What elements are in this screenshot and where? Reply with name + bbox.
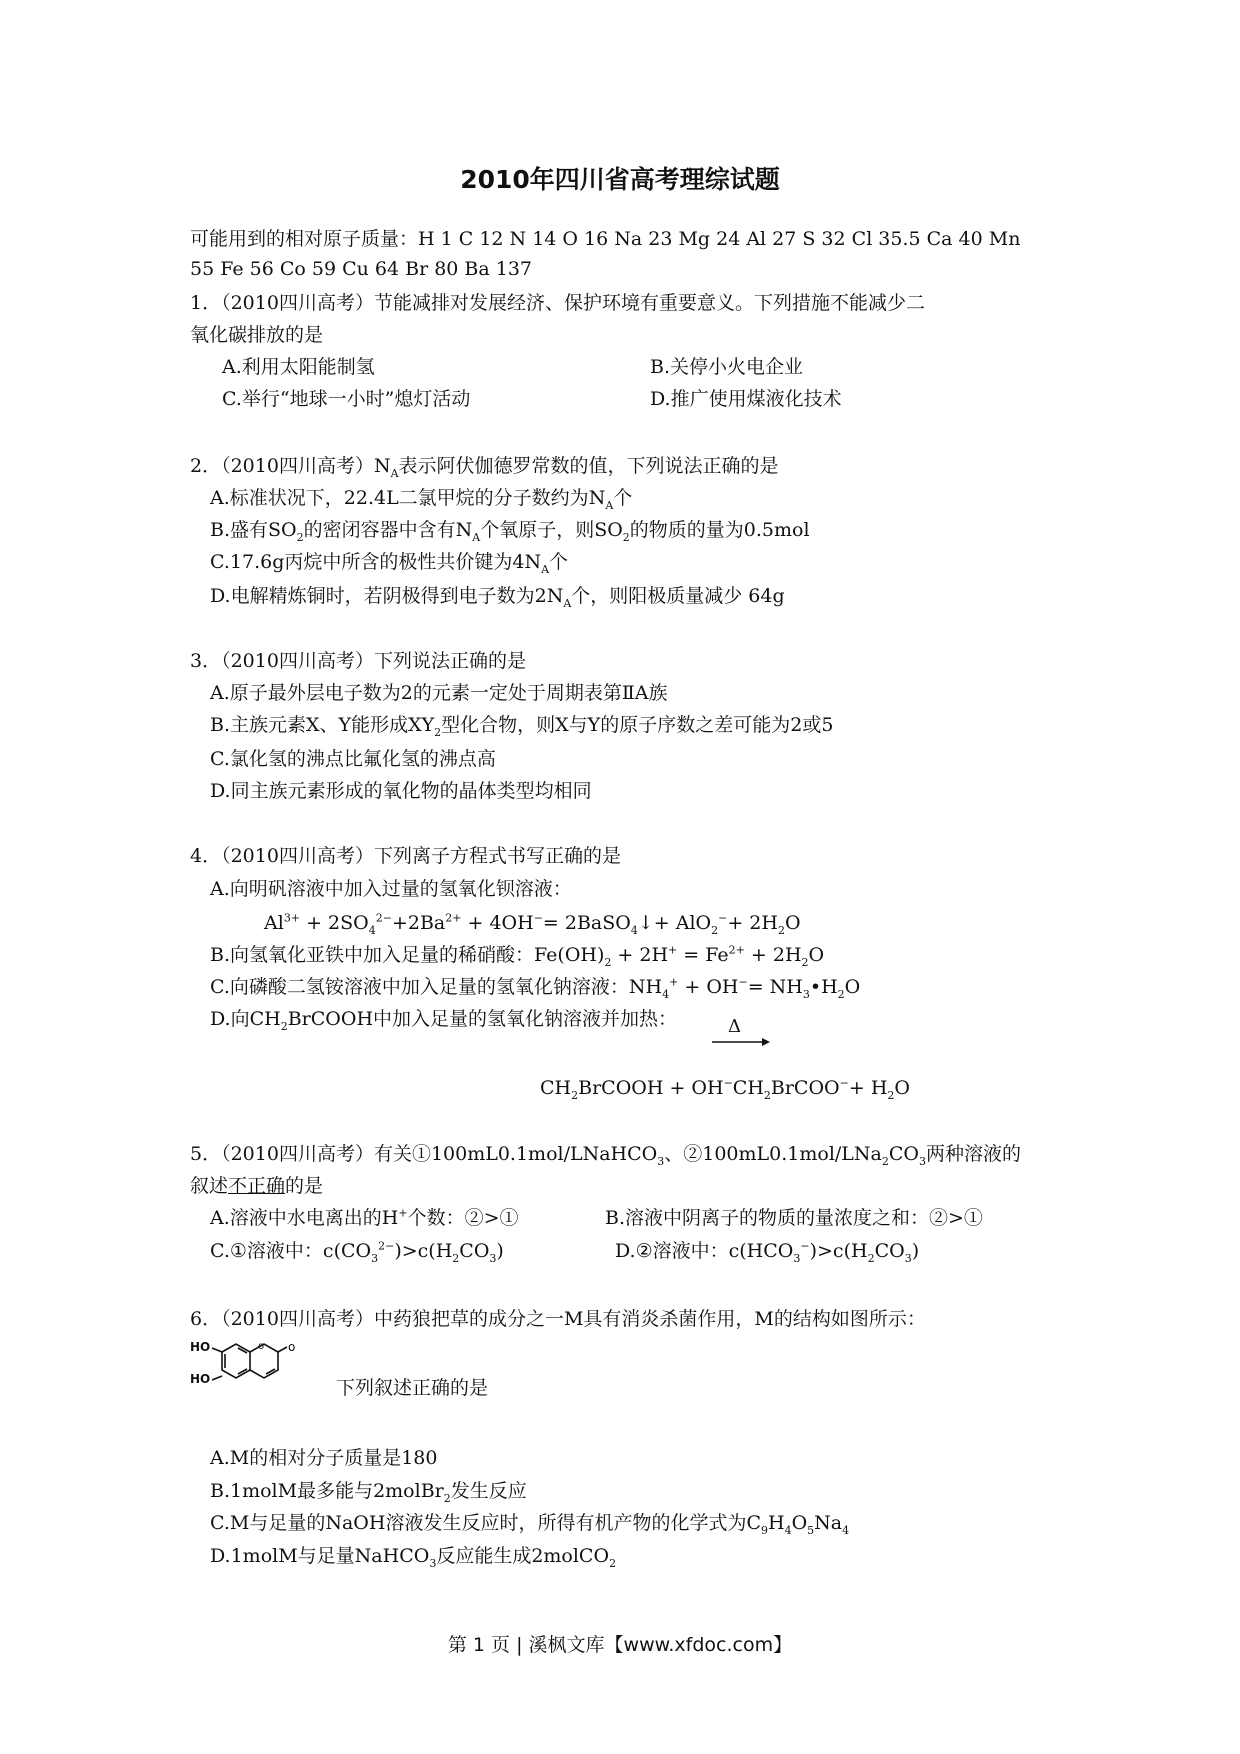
q5-option-a: A.溶液中水电离出的H+个数：②>① (210, 1206, 519, 1229)
q6-option-d: D.1molM与足量NaHCO$_3$反应能生成2molCO$_2$ (210, 1545, 617, 1570)
q1-option-a: A.利用太阳能制氢 (222, 356, 375, 378)
q5-s1-p4: 两种溶液的 (926, 1143, 1022, 1165)
q5-d-p4: ) (911, 1240, 920, 1262)
q2-c-p2: 个 (549, 551, 569, 573)
q6-b-p2: 发生反应 (450, 1480, 527, 1502)
q6-option-b: B.1molM最多能与2molBr$_2$发生反应 (210, 1480, 527, 1505)
q4-d-p1: D.向CH (210, 1008, 281, 1030)
q4-b-prefix: B.向氢氧化亚铁中加入足量的稀硝酸： (210, 944, 535, 966)
q6-struct-tail: 下列叙述正确的是 (336, 1377, 489, 1399)
delta-symbol: Δ (728, 1016, 741, 1037)
q4-option-a: A.向明矾溶液中加入过量的氢氧化钡溶液： (210, 878, 572, 900)
q6-option-a: A.M的相对分子质量是180 (210, 1447, 438, 1469)
q5-a-p1: A.溶液中水电离出的H (210, 1207, 399, 1229)
q1-stem-line-2: 氧化碳排放的是 (190, 324, 324, 346)
q5-c-p3: CO (459, 1240, 490, 1262)
q5-d-p3: CO (874, 1240, 905, 1262)
q4-d-p2: BrCOOH中加入足量的氢氧化钠溶液并加热： (287, 1008, 678, 1030)
q5-underlined-text: 不正确 (228, 1175, 286, 1197)
page-footer: 第 1 页 | 溪枫文库【www.xfdoc.com】 (447, 1634, 793, 1656)
svg-text:o: o (258, 1341, 265, 1352)
q3-option-c: C.氯化氢的沸点比氟化氢的沸点高 (210, 748, 496, 770)
q3-b-p2: 型化合物，则X与Y的原子序数之差可能为2或5 (441, 714, 834, 736)
q5-c-p1: C.①溶液中：c(CO (210, 1240, 372, 1262)
q5-stem-line-2 (190, 1173, 323, 1199)
q4-c-prefix: C.向磷酸二氢铵溶液中加入足量的氢氧化钠溶液： (210, 976, 629, 998)
q2-d-p2: 个，则阳极质量减少 64g (571, 585, 785, 607)
q1-stem-line-1: 1．（2010四川高考）节能减排对发展经济、保护环境有重要意义。下列措施不能减少二 (190, 292, 925, 314)
q3-option-a: A.原子最外层电子数为2的元素一定处于周期表第ⅡA族 (210, 682, 668, 704)
heating-arrow (710, 1016, 770, 1050)
q6-stem: 6．（2010四川高考）中药狼把草的成分之一M具有消炎杀菌作用，M的结构如图所示： (190, 1308, 926, 1330)
q6-c-p2: H (768, 1512, 785, 1534)
reaction-arrow-icon (710, 1020, 770, 1050)
q5-s1-p2: 、②100mL0.1mol/LNa (664, 1143, 882, 1165)
q5-stem-line-1: 5．（2010四川高考）有关①100mL0.1mol/LNaHCO$_3$、$②100mL0.1mol/LNa_2CO_3$两种溶液的 (190, 1143, 1022, 1168)
q2-stem-suffix: 表示阿伏伽德罗常数的值，下列说法正确的是 (398, 455, 779, 477)
q2-option-b: B.盛有$SO_2$的密闭容器中含有$N_A$个氧原子，则$SO_2$的物质的量为0.5mol (210, 519, 810, 544)
ho-label-top: HO (190, 1340, 211, 1354)
q2-stem-prefix: 2．（2010四川高考） (190, 455, 374, 477)
svg-text:o: o (288, 1340, 296, 1354)
q2-d-p1: D.电解精炼铜时，若阴极得到电子数为2 (210, 585, 547, 607)
q5-option-b: B.溶液中阴离子的物质的量浓度之和：②>① (605, 1207, 983, 1229)
q2-a-text: A.标准状况下，22.4L二氯甲烷的分子数约为 (210, 487, 589, 509)
q2-b-p4: 的物质的量为0.5mol (629, 519, 810, 541)
q4-stem: 4．（2010四川高考）下列离子方程式书写正确的是 (190, 845, 621, 867)
q6-c-p1: C.M与足量的NaOH溶液发生反应时，所得有机产物的化学式为C (210, 1512, 761, 1534)
q6-d-p2: 反应能生成2molCO (436, 1545, 610, 1567)
atomic-mass-line-2: 55 Fe 56 Co 59 Cu 64 Br 80 Ba 137 (190, 258, 533, 280)
ho-label-bottom: HO (190, 1372, 211, 1386)
q2-c-p1: C.17.6g丙烷中所含的极性共价键为4 (210, 551, 525, 573)
q1-option-d: D.推广使用煤液化技术 (650, 388, 842, 410)
q2-option-d: D.电解精炼铜时，若阴极得到电子数为$2N_A$个，则阳极质量减少 64g (210, 585, 785, 610)
q2-b-p2: 的密闭容器中含有 (303, 519, 456, 541)
atomic-mass-line-1: 可能用到的相对原子质量：H 1 C 12 N 14 O 16 Na 23 Mg 24 Al 27 S 32 Cl 35.5 Ca 40 Mn (190, 228, 1021, 250)
q3-b-p1: B.主族元素X、Y能形成XY (210, 714, 435, 736)
q5-a-p2: 个数：②>① (407, 1207, 519, 1229)
q2-option-a: A.标准状况下，22.4L二氯甲烷的分子数约为$N_A$个 (210, 487, 633, 512)
q4-option-c: C.向磷酸二氢铵溶液中加入足量的氢氧化钠溶液：$NH_4^+ + OH^-=$ $NH_3•H_2O$ (210, 975, 861, 1001)
q5-s2-p2: 的是 (285, 1175, 324, 1197)
q3-stem: 3．（2010四川高考）下列说法正确的是 (190, 650, 526, 672)
coumarin-structure-icon (190, 1340, 330, 1400)
q3-option-d: D.同主族元素形成的氧化物的晶体类型均相同 (210, 780, 592, 802)
q2-b-p3: 个氧原子，则SO (480, 519, 623, 541)
q2-a-tail: 个 (613, 487, 633, 509)
q5-s1-p1: 5．（2010四川高考）有关①100mL0.1mol/LNaHCO (190, 1143, 658, 1165)
q6-c-p4: Na (814, 1512, 843, 1534)
q4-option-d: D.向$CH_2BrCOOH$中加入足量的氢氧化钠溶液并加热： (210, 1008, 678, 1033)
q3-option-b: B.主族元素X、Y能形成$XY_2$型化合物，则X与Y的原子序数之差可能为2或5 (210, 714, 834, 739)
q5-c-p2: )>c(H (394, 1240, 453, 1262)
q5-option-d: D.②溶液中：$c(HCO_3^-)>c(H_2CO_3)$ (615, 1239, 920, 1265)
q5-d-p2: )>c(H (809, 1240, 868, 1262)
q6-c-p3: O (791, 1512, 808, 1534)
q6-option-c: C.M与足量的NaOH溶液发生反应时，所得有机产物的化学式为$C_9H_4O_5Na_4$ (210, 1512, 850, 1537)
q6-d-p1: D.1molM与足量NaHCO (210, 1545, 430, 1567)
q2-b-p1: B.盛有SO (210, 519, 297, 541)
q4-equation-d: $CH_2BrCOOH$ + $OH^-CH_2BrCOO^-+ H_2O$ (540, 1076, 910, 1102)
q2-option-c: C.17.6g丙烷中所含的极性共价键为$4N_A$个 (210, 551, 569, 576)
q1-option-b: B.关停小火电企业 (650, 356, 804, 378)
q5-option-c: C.①溶液中：$c(CO_3^{2-})>c(H_2CO_3)$ (210, 1239, 504, 1265)
q2-stem: 2．（2010四川高考）$N_A$表示阿伏伽德罗常数的值，下列说法正确的是 (190, 455, 779, 480)
q6-b-p1: B.1molM最多能与2molBr (210, 1480, 444, 1502)
q5-c-p4: ) (496, 1240, 504, 1262)
q4-equation-a: $Al^{3+} + 2SO_4^{2-}+2Ba^{2+} + 4OH^-=$ 2BaSO$_4$↓+ $AlO_2^-+ 2H_2O$ (264, 911, 801, 937)
q4-option-b: B.向氢氧化亚铁中加入足量的稀硝酸：$Fe(OH)_2 + 2H^+ = Fe^{2+} + 2H_2O$ (210, 943, 825, 969)
q5-s1-p3: CO (888, 1143, 919, 1165)
q5-d-p1: D.②溶液中：c(HCO (615, 1240, 794, 1262)
page-title: 2010年四川省高考理综试题 (460, 165, 780, 194)
q5-s2-p1: 叙述 (190, 1175, 229, 1197)
structure-diagram (190, 1340, 330, 1400)
q1-option-c: C.举行“地球一小时”熄灯活动 (222, 388, 471, 410)
